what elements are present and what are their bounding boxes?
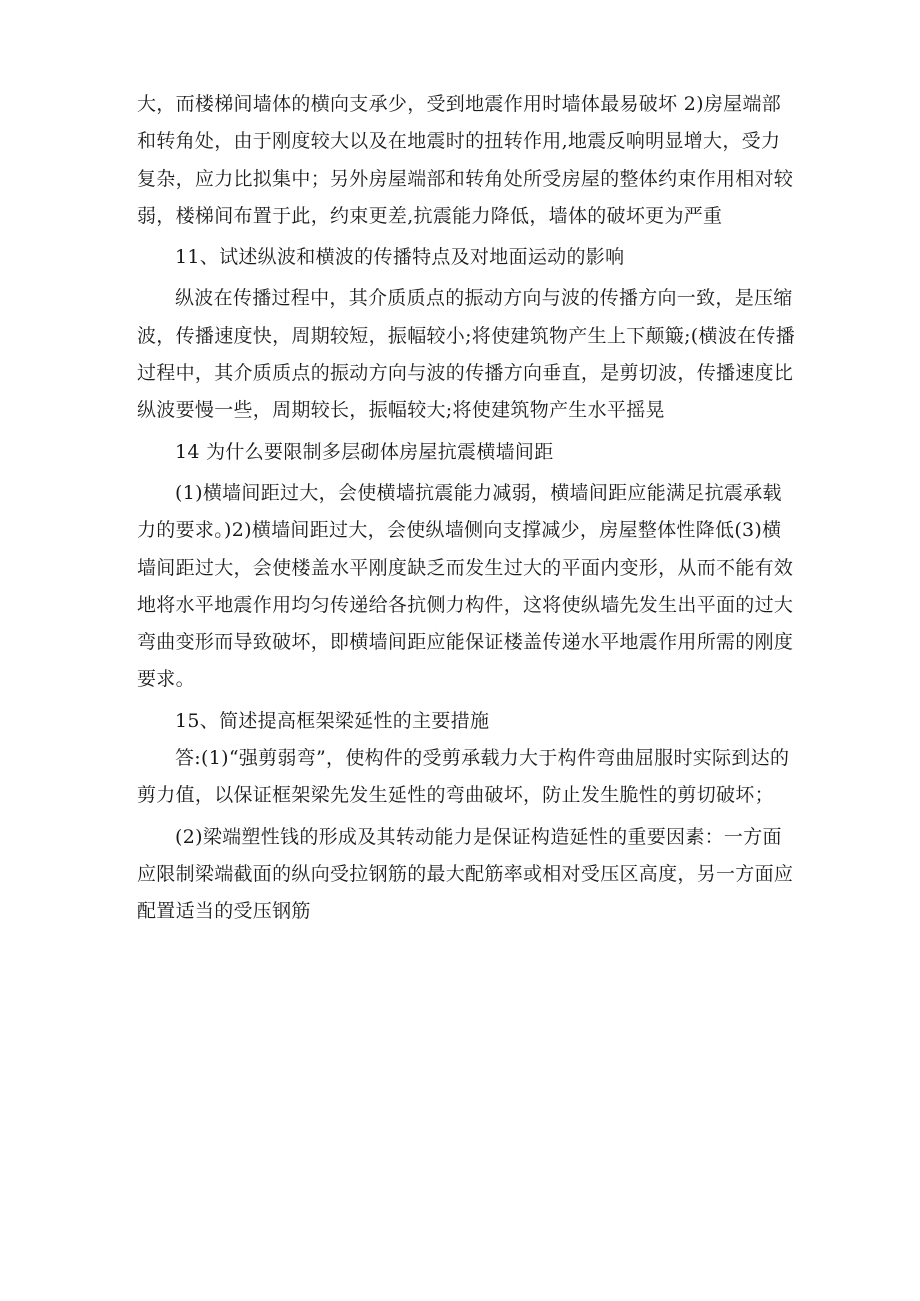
question-14-heading: 14 为什么要限制多层砌体房屋抗震横墙间距 — [175, 440, 554, 463]
answer-11-paragraph: 纵波在传播过程中，其介质质点的振动方向与波的传播方向一致，是压缩波，传播速度快，周期较短，振幅较小;将使建筑物产生上下颠簸;(横波在传播过程中，其介质质点的振动方向与波的传播方向垂直，是剪切波，传播速度比纵波要慢一些，周期较长，振幅较大;将使建筑物产生水平摇晃 — [137, 287, 796, 422]
answer-15-paragraph-2: (2)梁端塑性钱的形成及其转动能力是保证构造延性的重要因素：一方面应限制梁端截面的纵向受拉钢筋的最大配筋率或相对受压区高度，另一方面应配置适当的受压钢筋 — [137, 825, 794, 923]
question-11-heading: 11、试述纵波和横波的传播特点及对地面运动的影响 — [175, 246, 625, 269]
paragraph-stair-wall-damage: 大，而楼梯间墙体的横向支承少，受到地震作用时墙体最易破坏 2)房屋端部和转角处，由于刚度较大以及在地震时的扭转作用,地震反响明显增大，受力复杂，应力比拟集中；另外房屋端部和转角处所受房屋的整体约束作用相对较弱，楼梯间布置于此，约束更差,抗震能力降低，墙体的破坏更为严重 — [137, 93, 794, 227]
answer-15-paragraph-1: 答:(1)“强剪弱弯”，使构件的受剪承载力大于构件弯曲屈服时实际到达的剪力值，以保证框架梁先发生延性的弯曲破坏，防止发生脆性的剪切破坏； — [137, 747, 790, 807]
question-15-heading: 15、简述提高框架梁延性的主要措施 — [175, 709, 490, 732]
answer-14-paragraph: (1)横墙间距过大，会使横墙抗震能力减弱，横墙间距应能满足抗震承载力的要求。)2)横墙间距过大，会使纵墙侧向支撑减少，房屋整体性降低(3)横墙间距过大，会使楼盖水平刚度缺乏而发生过大的平面内变形，从而不能有效地将水平地震作用均匀传递给各抗侧力构件，这将使纵墙先发生出平面的过大弯曲变形而导致破坏，即横墙间距应能保证楼盖传递水平地震作用所需的刚度要求。 — [137, 481, 794, 691]
document-body — [137, 86, 797, 931]
